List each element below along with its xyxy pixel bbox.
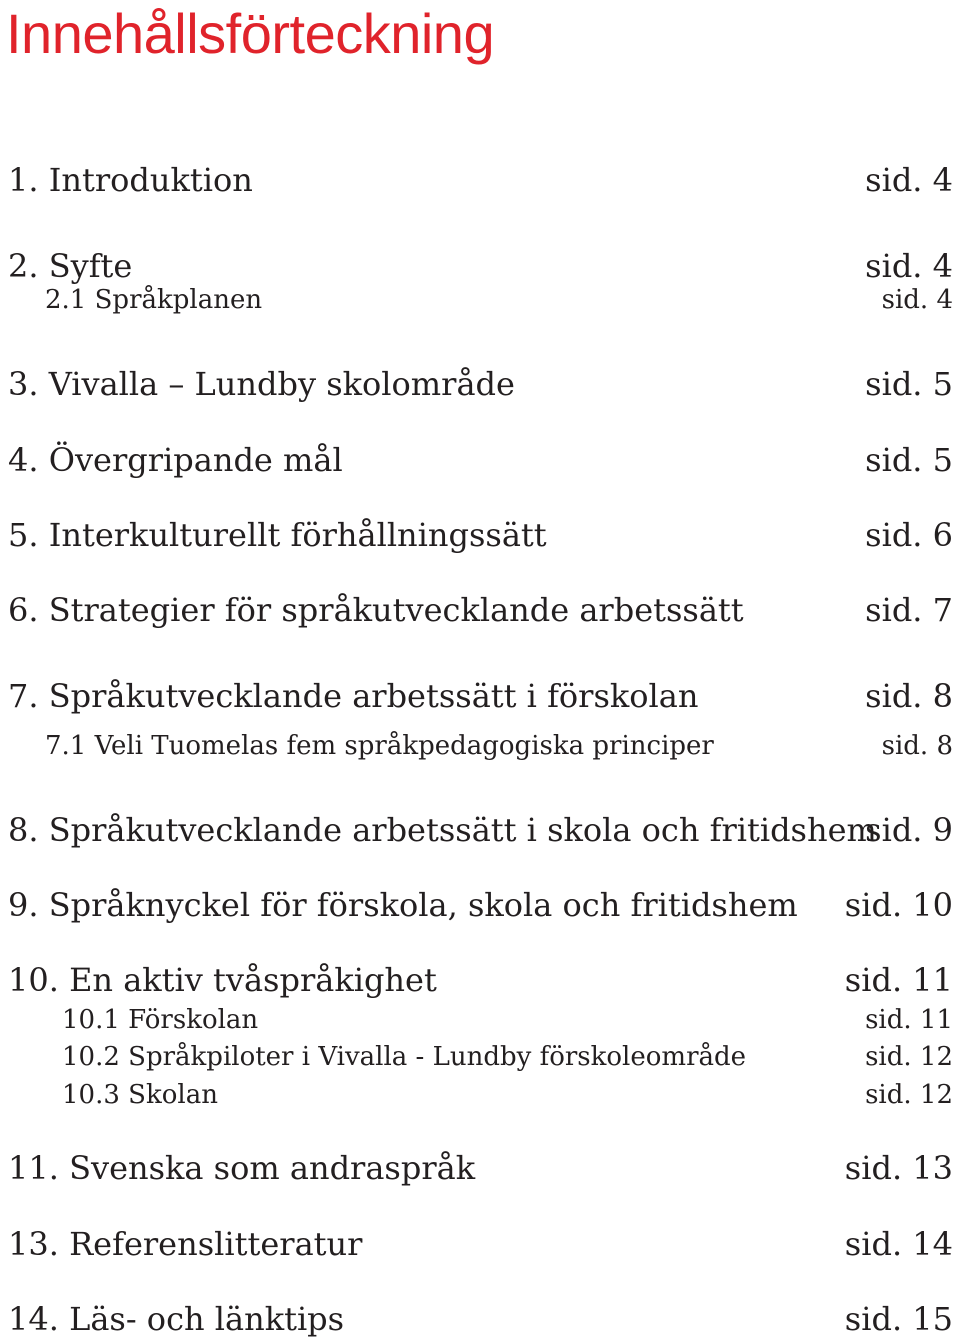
toc-entry-page: sid. 14 <box>844 1225 953 1263</box>
toc-entry-page: sid. 8 <box>881 731 953 761</box>
toc-entry-13[interactable] <box>0 1224 960 1264</box>
toc-entry-title: 8. Språkutvecklande arbetssätt i skola och fritidshem <box>8 811 877 849</box>
toc-entry-title: 2. Syfte <box>8 247 133 285</box>
toc-entry-5[interactable] <box>0 515 960 555</box>
toc-entry-7-1[interactable] <box>0 726 960 766</box>
toc-entry-title: 9. Språknyckel för förskola, skola och fritidshem <box>8 886 798 924</box>
toc-entry-2-1[interactable] <box>0 280 960 320</box>
page-title: Innehållsförteckning <box>6 2 495 65</box>
toc-entry-title: 7.1 Veli Tuomelas fem språkpedagogiska principer <box>45 731 714 761</box>
toc-entry-page: sid. 12 <box>865 1080 953 1110</box>
toc-entry-title: 10.3 Skolan <box>62 1080 218 1110</box>
toc-entry-page: sid. 11 <box>844 961 953 999</box>
toc-entry-4[interactable] <box>0 440 960 480</box>
toc-entry-3[interactable] <box>0 364 960 404</box>
toc-entry-page: sid. 9 <box>865 811 953 849</box>
toc-entry-title: 11. Svenska som andraspråk <box>8 1149 476 1187</box>
toc-entry-page: sid. 12 <box>865 1042 953 1072</box>
toc-entry-title: 6. Strategier för språkutvecklande arbetssätt <box>8 591 744 629</box>
toc-entry-6[interactable] <box>0 590 960 630</box>
toc-entry-page: sid. 10 <box>844 886 953 924</box>
toc-entry-7[interactable] <box>0 676 960 716</box>
toc-entry-page: sid. 15 <box>844 1300 953 1338</box>
toc-entry-title: 7. Språkutvecklande arbetssätt i förskolan <box>8 677 699 715</box>
toc-entry-page: sid. 4 <box>865 161 953 199</box>
toc-entry-title: 3. Vivalla – Lundby skolområde <box>8 365 515 403</box>
toc-entry-page: sid. 6 <box>865 516 953 554</box>
toc-entry-title: 5. Interkulturellt förhållningssätt <box>8 516 547 554</box>
toc-entry-10-3[interactable] <box>0 1075 960 1115</box>
toc-entry-page: sid. 4 <box>881 285 953 315</box>
toc-entry-page: sid. 4 <box>865 247 953 285</box>
toc-entry-10[interactable] <box>0 960 960 1000</box>
toc-entry-1[interactable] <box>0 160 960 200</box>
toc-entry-11[interactable] <box>0 1148 960 1188</box>
toc-entry-title: 13. Referenslitteratur <box>8 1225 363 1263</box>
toc-entry-title: 2.1 Språkplanen <box>45 285 263 315</box>
toc-entry-title: 10.2 Språkpiloter i Vivalla - Lundby förskoleområde <box>62 1042 747 1072</box>
toc-entry-page: sid. 8 <box>865 677 953 715</box>
toc-entry-title: 4. Övergripande mål <box>8 441 343 479</box>
toc-entry-title: 10. En aktiv tvåspråkighet <box>8 961 437 999</box>
toc-entry-title: 1. Introduktion <box>8 161 253 199</box>
toc-entry-8[interactable] <box>0 810 960 850</box>
toc-entry-title: 10.1 Förskolan <box>62 1005 259 1035</box>
toc-entry-10-2[interactable] <box>0 1037 960 1077</box>
toc-entry-page: sid. 5 <box>865 441 953 479</box>
toc-entry-10-1[interactable] <box>0 1000 960 1040</box>
toc-entry-9[interactable] <box>0 885 960 925</box>
toc-entry-title: 14. Läs- och länktips <box>8 1300 345 1338</box>
toc-entry-page: sid. 5 <box>865 365 953 403</box>
toc-entry-page: sid. 13 <box>844 1149 953 1187</box>
toc-entry-page: sid. 7 <box>865 591 953 629</box>
toc-entry-14[interactable] <box>0 1299 960 1339</box>
toc-entry-page: sid. 11 <box>865 1005 953 1035</box>
